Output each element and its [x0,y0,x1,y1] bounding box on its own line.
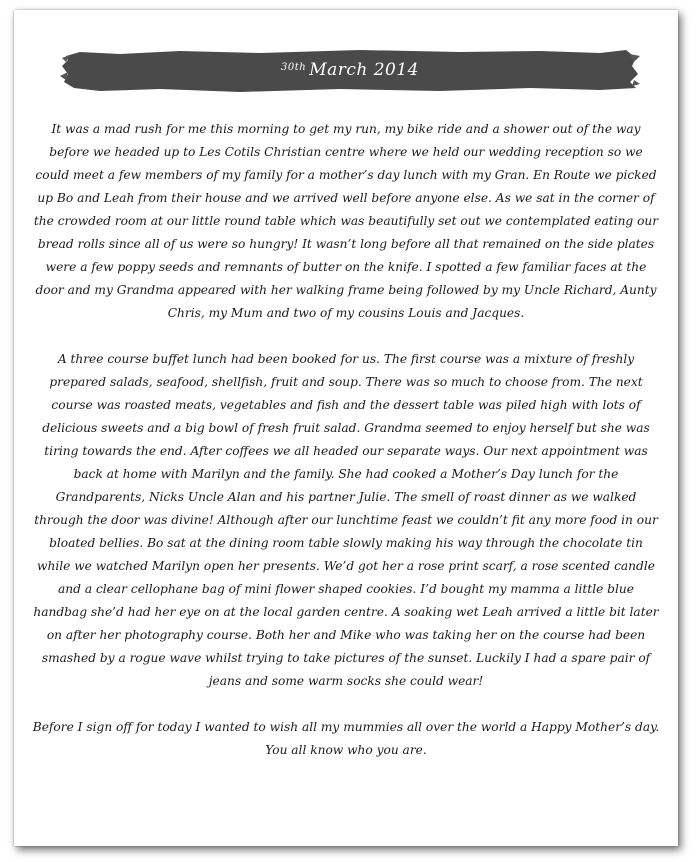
entry-body [32,118,660,785]
paragraph-1: It was a mad rush for me this morning to get my run, my bike ride and a shower out of the way before we headed up to Les Cotils Christian centre where we held our wedding reception so we could meet a few members of my family for a mother’s day lunch with my Gran. En Route we picked up Bo and Leah from their house and we arrived well before anyone else. As we sat in the corner of the crowded room at our little round table which was beautifully set out we contemplated eating our bread rolls since all of us were so hungry! It wasn’t long before all that remained on the side plates were a few poppy seeds and remnants of butter on the knife. I spotted a few familiar faces at the door and my Grandma appeared with her walking frame being followed by my Uncle Richard, Aunty Chris, my Mum and two of my cousins Louis and Jacques. [33,122,659,320]
paragraph-3: Before I sign off for today I wanted to wish all my mummies all over the world a Happy Mother’s day. You all know who you are. [32,720,660,757]
date-banner [60,46,640,94]
date-day: 30th [281,61,307,73]
date-month-year: March 2014 [309,60,419,80]
paragraph-2: A three course buffet lunch had been booked for us. The first course was a mixture of freshly prepared salads, seafood, shellfish, fruit and soup. There was so much to choose from. The next course was roasted meats, vegetables and fish and the dessert table was piled high with lots of delicious sweets and a big bowl of fresh fruit salad. Grandma seemed to enjoy herself but she was tiring towards the end. After coffees we all headed our separate ways. Our next appointment was back at home with Marilyn and the family. She had cooked a Mother’s Day lunch for the Grandparents, Nicks Uncle Alan and his partner Julie. The smell of roast dinner as we walked through the door was divine! Although after our lunchtime feast we couldn’t fit any more food in our bloated bellies. Bo sat at the dining room table slowly making his way through the chocolate tin while we watched Marilyn open her presents. We’d got her a rose print scarf, a rose scented candle and a clear cellophane bag of mini flower shaped cookies. I’d bought my mamma a little blue handbag she’d had her eye on at the local garden centre. A soaking wet Leah arrived a little bit later on after her photography course. Both her and Mike who was taking her on the course had been smashed by a rogue wave whilst trying to take pictures of the sunset. Luckily I had a spare pair of jeans and some warm socks she could wear! [33,352,659,688]
entry-date [60,46,640,94]
journal-page [14,10,678,846]
